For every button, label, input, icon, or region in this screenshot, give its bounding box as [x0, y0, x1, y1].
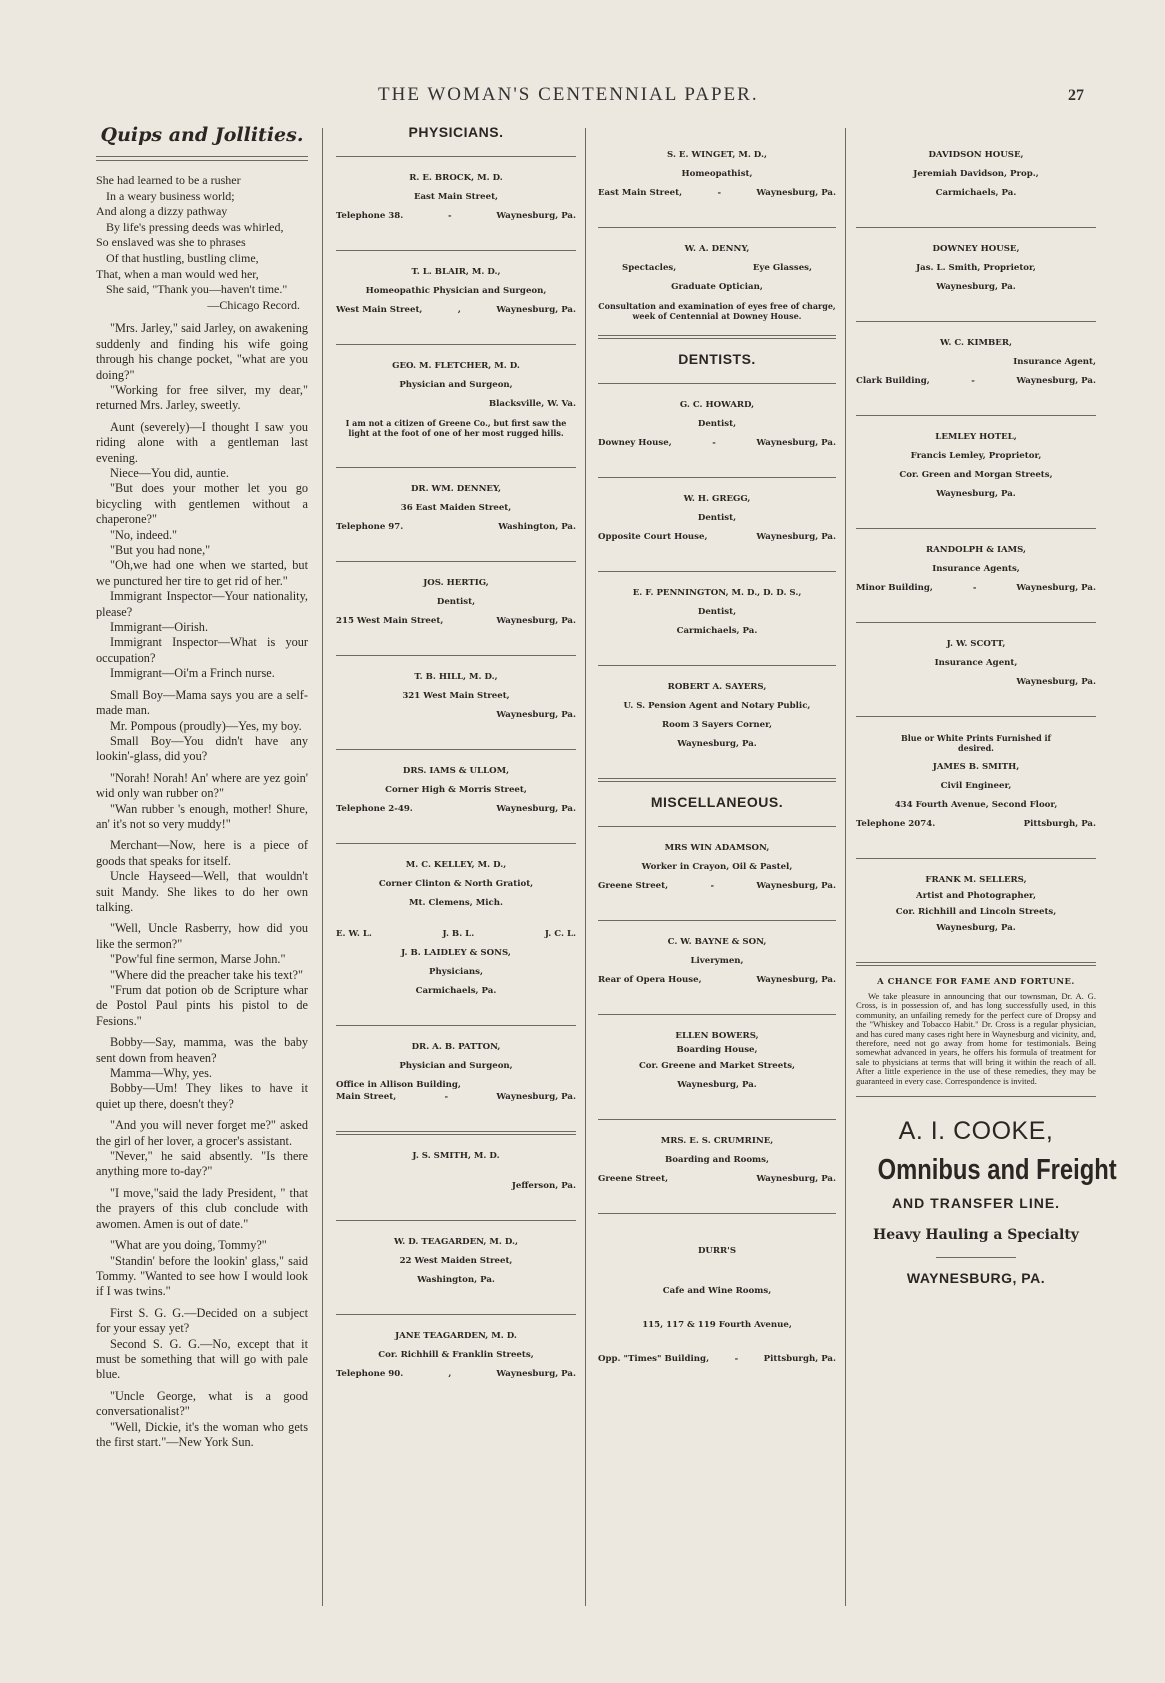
card-town: Waynesburg, Pa.	[496, 1369, 576, 1379]
quips-column	[96, 120, 308, 1456]
quip-paragraph: Merchant—Now, here is a piece of goods that speaks for itself.	[96, 838, 308, 868]
quip-item	[96, 838, 308, 915]
card-bayne	[598, 929, 836, 1006]
card-street: Clark Building,	[856, 376, 930, 386]
card-dash: -	[971, 376, 975, 386]
card-name: T. L. BLAIR, M. D.,	[411, 267, 501, 277]
poem-line: By life's pressing deeds was whirled,	[106, 219, 284, 234]
dentists-misc-column	[598, 142, 836, 1385]
quip-paragraph: "Well, Uncle Rasberry, how did you like the sermon?"	[96, 921, 308, 951]
column-divider	[322, 128, 323, 1606]
quip-item	[96, 1238, 308, 1300]
quip-item	[96, 771, 308, 833]
quip-item	[96, 1389, 308, 1451]
quip-paragraph: "What are you doing, Tommy?"	[110, 1238, 267, 1253]
quip-item	[96, 321, 308, 413]
card-iams-ullom	[336, 758, 576, 835]
card-name: M. C. KELLEY, M. D.,	[405, 860, 507, 870]
quip-paragraph: Mamma—Why, yes.	[110, 1066, 212, 1081]
card-desc: Physician and Surgeon,	[399, 1061, 513, 1071]
rule	[856, 415, 1096, 416]
card-name: JOS. HERTIG,	[423, 578, 489, 588]
rule	[336, 467, 576, 468]
page-number: 27	[1068, 87, 1084, 104]
rule	[598, 477, 836, 478]
quip-paragraph: "Wan rubber 's enough, mother! Shure, an' it's not so very muddy!"	[96, 801, 308, 831]
card-name: W. H. GREGG,	[683, 494, 751, 504]
poem-line: She had learned to be a rusher	[96, 173, 241, 187]
card-desc: Boarding House,	[676, 1045, 758, 1055]
card-name: J. B. LAIDLEY & SONS,	[401, 948, 511, 958]
quip-paragraph: Mr. Pompous (proudly)—Yes, my boy.	[110, 718, 302, 733]
card-jane-teagarden	[336, 1323, 576, 1400]
card-street: Cor. Richhill and Lincoln Streets,	[895, 907, 1057, 917]
double-rule	[598, 778, 836, 782]
card-name: FRANK M. SELLERS,	[925, 875, 1027, 885]
card-randolph	[856, 537, 1096, 614]
card-office: Office in Allison Building,	[336, 1080, 461, 1090]
card-dash: ,	[448, 1369, 452, 1379]
rule	[856, 1096, 1096, 1097]
card-desc: Civil Engineer,	[940, 781, 1012, 791]
poem-attribution: —Chicago Record.	[207, 297, 300, 312]
card-name: MRS. E. S. CRUMRINE,	[660, 1136, 774, 1146]
card-adamson	[598, 835, 836, 912]
card-denney	[336, 476, 576, 553]
card-blair	[336, 259, 576, 336]
card-name: T. B. HILL, M. D.,	[414, 672, 498, 682]
card-street: 22 West Maiden Street,	[399, 1256, 513, 1266]
card-dash: -	[717, 188, 722, 198]
rule	[856, 528, 1096, 529]
card-lemley	[856, 424, 1096, 520]
card-street: East Main Street,	[598, 188, 683, 198]
miscellaneous-heading: MISCELLANEOUS.	[650, 794, 784, 810]
card-desc: Cafe and Wine Rooms,	[662, 1286, 772, 1296]
quip-paragraph: "And you will never forget me?" asked the girl of her lover, a grocer's assistant.	[96, 1118, 308, 1148]
card-pennington	[598, 580, 836, 657]
quip-paragraph: "I move,"said the lady President, " that the prayers of this club conclude with awomen. Amen is out of date."	[96, 1185, 308, 1231]
card-hill	[336, 664, 576, 741]
card-street: Rear of Opera House,	[598, 975, 702, 985]
card-town: Pittsburgh, Pa.	[763, 1354, 836, 1364]
quip-paragraph: "Well, Dickie, it's the woman who gets the first start."—New York Sun.	[96, 1419, 308, 1449]
card-kimber	[856, 330, 1096, 407]
quip-paragraph: "Working for free silver, my dear," returned Mrs. Jarley, sweetly.	[96, 382, 308, 413]
card-town: Washington, Pa.	[417, 1275, 495, 1285]
card-street: Main Street,	[336, 1092, 397, 1102]
card-name: R. E. BROCK, M. D.	[409, 173, 503, 183]
card-phone: Telephone 2-49.	[336, 804, 413, 814]
card-name: DAVIDSON HOUSE,	[928, 150, 1024, 160]
card-note: Blue or White Prints Furnished if desired.	[900, 733, 1051, 753]
quip-paragraph: "Norah! Norah! An' where are yez goin' wid only wan rubber on?"	[96, 770, 308, 801]
rule	[336, 561, 576, 562]
card-sellers	[856, 867, 1096, 954]
quip-paragraph: Bobby—Um! They likes to have it quiet up there, doesn't they?	[96, 1081, 308, 1111]
chance-text: We take pleasure in announcing that our townsman, Dr. A. G. Cross, is in possession of, and has long successfully used, in this community, an unfailing remedy for the perfect cure of Dropsy and the "Whiskey and Tobacco Habit." Dr. Cross is a regular physician, and has cured many cases right here in Waynesburg and vicinity, and, therefore, need not go away from home for testimonials. Being somewhat advanced in years, he offers his formula of treatment for sale to physicians at terms that will bring it within the reach of all. After a little experience in the use of these remedies, they may be guaranteed in every case. Correspondence is invited.	[856, 991, 1096, 1086]
card-desc: Jas. L. Smith, Proprietor,	[916, 263, 1036, 273]
rule	[598, 1119, 836, 1120]
card-desc: Dentist,	[697, 513, 737, 523]
card-street: Downey House,	[598, 438, 672, 448]
quip-paragraph: "But you had none,"	[110, 543, 211, 558]
quip-paragraph: "Where did the preacher take his text?"	[110, 967, 304, 982]
card-desc: Dentist,	[697, 419, 737, 429]
rule	[598, 571, 836, 572]
card-town: Carmichaels, Pa.	[935, 188, 1017, 198]
card-kelley	[336, 852, 576, 929]
rule	[336, 749, 576, 750]
card-street: Cor. Greene and Market Streets,	[638, 1061, 796, 1071]
card-name: DURR'S	[697, 1246, 737, 1256]
quip-paragraph: "Pow'ful fine sermon, Marse John."	[110, 952, 286, 967]
card-desc: U. S. Pension Agent and Notary Public,	[623, 701, 811, 711]
card-laidley	[336, 929, 576, 1017]
card-note: I am not a citizen of Greene Co., but first saw the light at the foot of one of her most rugged hills.	[345, 418, 567, 438]
card-town: Waynesburg, Pa.	[1016, 677, 1096, 687]
quip-paragraph: Niece—You did, auntie.	[110, 466, 229, 480]
quip-paragraph: "Oh,we had one when we started, but we punctured her tire to get rid of her."	[96, 558, 308, 588]
card-desc: Insurance Agent,	[1013, 357, 1096, 367]
card-street: 321 West Main Street,	[402, 691, 510, 701]
card-desc: Graduate Optician,	[671, 282, 763, 292]
poem-line: In a weary business world;	[106, 188, 235, 203]
chance-title: A CHANCE FOR FAME AND FORTUNE.	[877, 976, 1075, 986]
ad-name: A. I. COOKE,	[898, 1117, 1054, 1146]
quip-paragraph: Small Boy—Mama says you are a self-made man.	[96, 687, 308, 718]
quip-paragraph: "But does your mother let you go bicycling with gentlemen without a chaperone?"	[96, 481, 308, 527]
cooke-advertisement	[856, 1105, 1117, 1287]
paper-title: THE WOMAN'S CENTENNIAL PAPER.	[378, 84, 759, 105]
card-name: RANDOLPH & IAMS,	[925, 545, 1027, 555]
card-town: Waynesburg, Pa.	[496, 1092, 576, 1102]
card-dash: ,	[457, 305, 461, 315]
card-town: Jefferson, Pa.	[511, 1181, 576, 1191]
card-name: S. E. WINGET, M. D.,	[667, 150, 767, 160]
physicians-heading: PHYSICIANS.	[408, 124, 504, 140]
card-james-smith	[856, 725, 1096, 850]
card-patton	[336, 1034, 576, 1123]
card-desc: Homeopathic Physician and Surgeon,	[365, 286, 547, 296]
card-desc: Dentist,	[436, 597, 476, 607]
dentists-heading: DENTISTS.	[678, 351, 756, 367]
card-town: Waynesburg, Pa.	[756, 438, 836, 448]
card-town: Waynesburg, Pa.	[1016, 376, 1096, 386]
quip-paragraph: Bobby—Say, mamma, was the baby sent down from heaven?	[96, 1035, 308, 1065]
quip-paragraph: Aunt (severely)—I thought I saw you riding alone with a gentleman last evening.	[96, 419, 308, 465]
card-street: West Main Street,	[336, 305, 423, 315]
card-name: JAMES B. SMITH,	[932, 762, 1020, 772]
card-left: Spectacles,	[622, 263, 677, 273]
ad-subline: AND TRANSFER LINE.	[891, 1195, 1061, 1212]
card-initials: E. W. L.	[336, 929, 372, 939]
card-desc: Homeopathist,	[681, 169, 753, 179]
poem-line: She said, "Thank you—haven't time."	[106, 282, 288, 297]
card-name: DR. WM. DENNEY,	[410, 484, 501, 494]
card-name: ELLEN BOWERS,	[675, 1031, 759, 1041]
double-rule	[96, 156, 308, 161]
poem-line: Of that hustling, bustling clime,	[106, 250, 259, 265]
card-name: DRS. IAMS & ULLOM,	[402, 766, 510, 776]
card-dash: -	[712, 438, 716, 448]
quip-item	[96, 420, 308, 682]
card-street: 36 East Maiden Street,	[400, 503, 512, 513]
rule	[598, 227, 836, 228]
quip-paragraph: Immigrant—Oi'm a Frinch nurse.	[110, 666, 275, 681]
card-name: W. D. TEAGARDEN, M. D.,	[393, 1237, 519, 1247]
quip-item	[96, 1035, 308, 1112]
poem-line: And along a dizzy pathway	[96, 204, 228, 219]
quip-paragraph: Second S. G. G.—No, except that it must be something that will go with pale blue.	[96, 1336, 308, 1382]
card-note: Consultation and examination of eyes free of charge, week of Centennial at Downey House.	[598, 301, 836, 321]
card-street: Greene Street,	[598, 881, 669, 891]
card-street: Room 3 Sayers Corner,	[662, 720, 772, 730]
card-w-denny	[598, 236, 836, 333]
card-phone: Telephone 97.	[336, 522, 404, 532]
card-phone: Telephone 38.	[336, 211, 404, 221]
card-gregg	[598, 486, 836, 563]
rule	[856, 321, 1096, 322]
card-phone: Telephone 2074.	[856, 819, 936, 829]
card-initials: J. C. L.	[544, 929, 576, 939]
card-street: East Main Street,	[413, 192, 499, 202]
card-desc: Boarding and Rooms,	[665, 1155, 769, 1165]
card-town: Blacksville, W. Va.	[488, 399, 576, 409]
card-sayers	[598, 674, 836, 770]
card-town: Waynesburg, Pa.	[756, 975, 836, 985]
card-street: 115, 117 & 119 Fourth Avenue,	[642, 1320, 792, 1330]
card-dash: -	[448, 211, 452, 221]
quip-paragraph: First S. G. G.—Decided on a subject for your essay yet?	[96, 1305, 308, 1336]
card-town: Waynesburg, Pa.	[496, 710, 576, 720]
rule	[336, 156, 576, 157]
ad-city: WAYNESBURG, PA.	[906, 1270, 1046, 1287]
card-name: DOWNEY HOUSE,	[932, 244, 1020, 254]
double-rule	[856, 962, 1096, 966]
quip-item	[96, 688, 308, 765]
card-street: 434 Fourth Avenue, Second Floor,	[894, 800, 1058, 810]
card-name: G. C. HOWARD,	[679, 400, 755, 410]
card-street: Greene Street,	[598, 1174, 669, 1184]
card-crumrine	[598, 1128, 836, 1205]
card-durr	[598, 1222, 836, 1385]
card-street: 215 West Main Street,	[336, 616, 444, 626]
card-dash: -	[972, 583, 977, 593]
rule	[598, 1213, 836, 1214]
card-desc: Francis Lemley, Proprietor,	[910, 451, 1042, 461]
card-name: J. S. SMITH, M. D.	[412, 1151, 500, 1161]
card-name: JANE TEAGARDEN, M. D.	[395, 1331, 517, 1341]
card-name: C. W. BAYNE & SON,	[667, 937, 767, 947]
quip-paragraph: "Never," he said absently. "Is there anything more to-day?"	[96, 1149, 308, 1179]
card-town: Carmichaels, Pa.	[415, 986, 497, 996]
quip-paragraph: Uncle Hayseed—Well, that wouldn't suit Mandy. She likes to do her own talking.	[96, 869, 308, 914]
rule	[856, 227, 1096, 228]
card-bowers	[598, 1023, 836, 1111]
card-name: J. W. SCOTT,	[946, 639, 1006, 649]
card-street: Corner Clinton & North Gratiot,	[378, 879, 534, 889]
column-divider	[845, 128, 846, 1606]
poem-line: So enslaved was she to phrases	[96, 235, 246, 250]
card-dash: -	[444, 1092, 449, 1102]
rule	[598, 665, 836, 666]
rule	[598, 383, 836, 384]
ad-specialty: Heavy Hauling a Specialty	[873, 1227, 1079, 1244]
rule	[336, 1314, 576, 1315]
card-desc: Insurance Agent,	[934, 658, 1018, 668]
quip-item	[96, 1118, 308, 1180]
card-right: Eye Glasses,	[752, 263, 812, 273]
card-name: W. C. KIMBER,	[940, 338, 1012, 348]
rule	[598, 1014, 836, 1015]
card-town: Washington, Pa.	[498, 522, 576, 532]
card-town: Waynesburg, Pa.	[756, 881, 836, 891]
card-town: Carmichaels, Pa.	[676, 626, 758, 636]
column-divider	[585, 128, 586, 1606]
card-town: Waynesburg, Pa.	[496, 616, 576, 626]
rule	[598, 920, 836, 921]
quip-paragraph: Immigrant Inspector—Your nationality, please?	[96, 589, 308, 619]
card-hertig	[336, 570, 576, 647]
card-street: Corner High & Morris Street,	[385, 785, 527, 795]
quip-item	[96, 1306, 308, 1383]
short-rule	[936, 1257, 1016, 1258]
card-street: Opposite Court House,	[598, 532, 708, 542]
rule	[598, 826, 836, 827]
card-town: Waynesburg, Pa.	[936, 489, 1016, 499]
rule	[856, 622, 1096, 623]
quip-paragraph: Small Boy—You didn't have any lookin'-glass, did you?	[96, 733, 308, 764]
rule	[336, 655, 576, 656]
card-town: Waynesburg, Pa.	[496, 305, 576, 315]
card-town: Waynesburg, Pa.	[496, 804, 576, 814]
card-town: Waynesburg, Pa.	[756, 188, 836, 198]
quip-paragraph: Immigrant—Oirish.	[110, 620, 209, 635]
card-dash: -	[710, 881, 715, 891]
card-left: Opp. "Times" Building,	[598, 1354, 710, 1364]
quip-paragraph: "Mrs. Jarley," said Jarley, on awakening suddenly and finding his wife going through his change pocket, "what are you doing?"	[96, 321, 308, 382]
card-name: ROBERT A. SAYERS,	[667, 682, 767, 692]
card-desc: Physician and Surgeon,	[399, 380, 513, 390]
card-desc: Insurance Agents,	[932, 564, 1020, 574]
physicians-column	[336, 120, 576, 1400]
card-desc: Worker in Crayon, Oil & Pastel,	[641, 862, 793, 872]
double-rule	[336, 1131, 576, 1135]
card-scott	[856, 631, 1096, 708]
rule	[336, 1025, 576, 1026]
card-town: Mt. Clemens, Mich.	[409, 898, 503, 908]
quip-paragraph: "Standin' before the lookin' glass," said Tommy. "Wanted to see how I would look if I was twins."	[96, 1253, 308, 1299]
rule	[336, 1220, 576, 1221]
card-davidson	[856, 142, 1096, 219]
card-fletcher	[336, 353, 576, 459]
rule	[336, 250, 576, 251]
quip-item	[96, 921, 308, 1029]
quip-paragraph: "No, indeed."	[110, 527, 178, 542]
card-winget	[598, 142, 836, 219]
quip-item	[96, 1186, 308, 1232]
card-smith	[336, 1143, 576, 1212]
card-desc: Artist and Photographer,	[916, 891, 1036, 901]
card-name: E. F. PENNINGTON, M. D., D. D. S.,	[632, 588, 802, 598]
rule	[336, 843, 576, 844]
hotels-agents-column	[856, 142, 1117, 1287]
card-town: Waynesburg, Pa.	[756, 1174, 836, 1184]
card-desc: Jeremiah Davidson, Prop.,	[913, 169, 1039, 179]
quips-title: Quips and Jollities.	[100, 124, 304, 146]
card-howard	[598, 392, 836, 469]
card-town: Waynesburg, Pa.	[936, 282, 1016, 292]
card-brock	[336, 165, 576, 242]
card-desc: Liverymen,	[690, 956, 744, 966]
card-name: W. A. DENNY,	[684, 244, 750, 254]
card-town: Waynesburg, Pa.	[677, 739, 757, 749]
card-initials: J. B. L.	[442, 929, 475, 939]
card-downey	[856, 236, 1096, 313]
ad-headline: Omnibus and Freight	[877, 1154, 1117, 1187]
card-town: Waynesburg, Pa.	[496, 211, 576, 221]
rule	[856, 858, 1096, 859]
card-name: MRS WIN ADAMSON,	[664, 843, 770, 853]
card-desc: Physicians,	[429, 967, 483, 977]
card-name: GEO. M. FLETCHER, M. D.	[392, 361, 520, 371]
quip-paragraph: Immigrant Inspector—What is your occupation?	[96, 635, 308, 665]
rule	[856, 716, 1096, 717]
card-dash: -	[734, 1354, 739, 1364]
card-town: Waynesburg, Pa.	[936, 923, 1016, 933]
quip-paragraph: "Frum dat potion ob de Scripture whar de Postol Paul pints his pistol to de Fesions."	[96, 983, 308, 1028]
card-town: Waynesburg, Pa.	[1016, 583, 1096, 593]
card-name: LEMLEY HOTEL,	[935, 432, 1017, 442]
card-street: Cor. Green and Morgan Streets,	[899, 470, 1053, 480]
card-town: Waynesburg, Pa.	[677, 1080, 757, 1090]
card-teagarden	[336, 1229, 576, 1306]
rule	[336, 344, 576, 345]
quips-list	[96, 321, 308, 1450]
card-name: DR. A. B. PATTON,	[411, 1042, 501, 1052]
page-header	[0, 84, 1165, 114]
card-street: Minor Building,	[856, 583, 933, 593]
card-desc: Dentist,	[697, 607, 737, 617]
double-rule	[598, 335, 836, 339]
poem	[96, 173, 308, 298]
card-street: Cor. Richhill & Franklin Streets,	[378, 1350, 534, 1360]
quip-paragraph: "Uncle George, what is a good conversationalist?"	[96, 1388, 308, 1419]
poem-line: That, when a man would wed her,	[96, 266, 259, 281]
card-phone: Telephone 90.	[336, 1369, 404, 1379]
card-town: Pittsburgh, Pa.	[1023, 819, 1096, 829]
card-town: Waynesburg, Pa.	[756, 532, 836, 542]
